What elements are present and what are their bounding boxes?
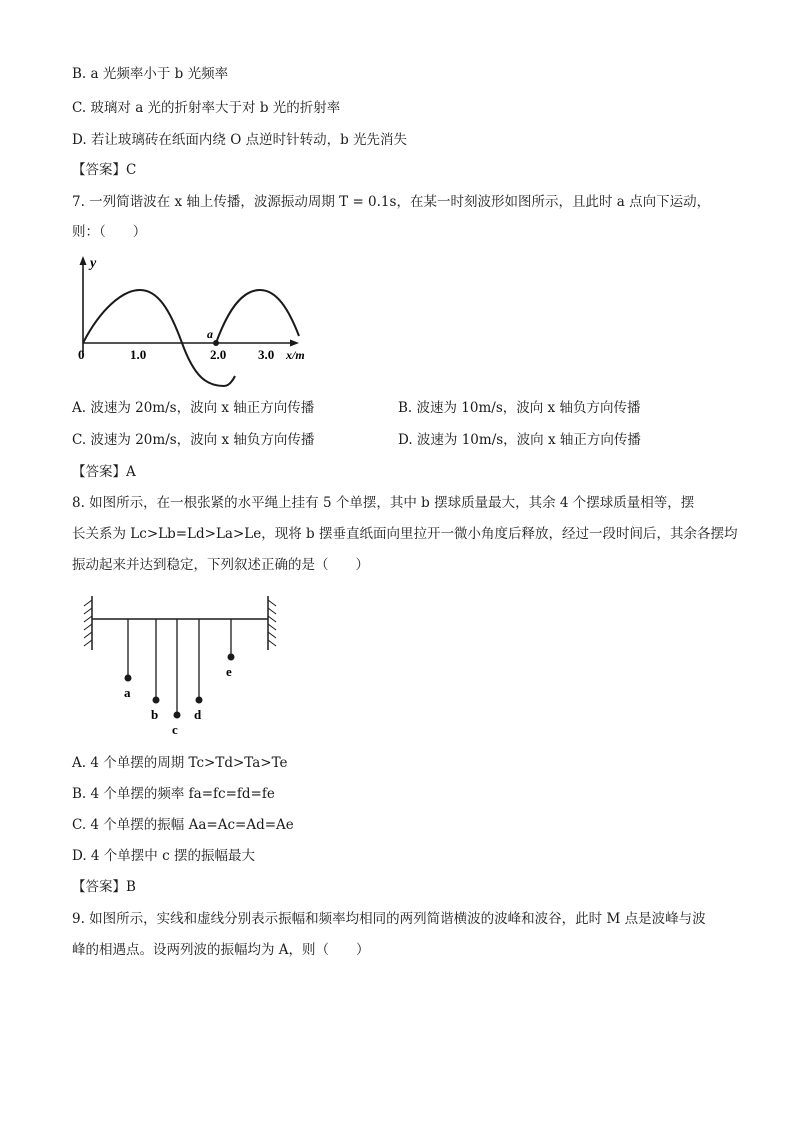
q7-wave-figure [70,252,320,392]
point-a [213,340,219,346]
pendulum-d-label: d [194,707,202,722]
answer-label: 【答案】 [72,879,126,895]
q8-option-d: D. 4 个单摆中 c 摆的振幅最大 [72,848,255,864]
pendulum-b-label: b [151,707,159,722]
pendulum-b-bob [153,697,160,704]
answer-label: 【答案】 [72,162,126,178]
q6-answer [72,160,136,180]
wave-curve [83,290,299,386]
point-a-label: a [207,327,213,341]
q7-option-d: D. 波速为 10m/s，波向 x 轴正方向传播 [398,432,641,448]
q8-stem-line1: 8. 如图所示，在一根张紧的水平绳上挂有 5 个单摆，其中 b 摆球质量最大，其余 4 个摆球质量相等，摆 [72,495,695,511]
q6-option-c: C. 玻璃对 a 光的折射率大于对 b 光的折射率 [72,100,341,116]
tick-label: 1.0 [130,347,147,362]
q8-option-c: C. 4 个单摆的振幅 Aa=Ac=Ad=Ae [72,817,294,833]
y-axis-arrow [80,256,87,265]
x-axis-arrow [290,340,299,347]
q6-option-b: B. a 光频率小于 b 光频率 [72,66,229,82]
pendulum-a-bob [125,675,132,682]
q7-option-a: A. 波速为 20m/s，波向 x 轴正方向传播 [72,400,315,416]
pendulum-d-bob [196,697,203,704]
answer-value: C [126,162,137,178]
q8-stem-line2: 长关系为 Lc>Lb=Ld>La>Le，现将 b 摆垂直纸面向里拉开一微小角度后释放，经过一段时间后，其余各摆均 [72,526,738,542]
origin-label: 0 [78,347,85,362]
q7-option-c: C. 波速为 20m/s，波向 x 轴负方向传播 [72,432,315,448]
left-wall-hatching [84,600,92,646]
q7-answer [72,462,136,482]
tick-label: 3.0 [258,347,275,362]
pendulum-a-label: a [124,685,131,700]
y-axis-label: y [90,256,97,271]
pendulum-c-label: c [172,722,178,737]
answer-value: A [126,464,136,480]
q8-pendulum-figure [78,592,288,742]
q8-answer [72,877,136,897]
tick-label: 2.0 [210,347,227,362]
pendulum-e-bob [228,654,235,661]
q9-stem-line2: 峰的相遇点。设两列波的振幅均为 A，则（ ） [72,942,370,958]
q6-option-d: D. 若让玻璃砖在纸面内绕 O 点逆时针转动，b 光先消失 [72,132,408,148]
q9-stem-line1: 9. 如图所示，实线和虚线分别表示振幅和频率均相同的两列简谐横波的波峰和波谷，此时 M 点是波峰与波 [72,911,706,927]
q8-option-a: A. 4 个单摆的周期 Tc>Td>Ta>Te [72,755,288,771]
q7-option-b: B. 波速为 10m/s，波向 x 轴负方向传播 [398,400,641,416]
q8-stem-line3: 振动起来并达到稳定，下列叙述正确的是（ ） [72,557,369,573]
answer-label: 【答案】 [72,464,126,480]
answer-value: B [126,879,136,895]
pendulum-c-bob [174,712,181,719]
q7-stem-line1: 7. 一列简谐波在 x 轴上传播，波源振动周期 T = 0.1s，在某一时刻波形如图所示，且此时 a 点向下运动， [72,194,711,210]
q7-stem-line2: 则：（ ） [72,224,147,240]
q8-option-b: B. 4 个单摆的频率 fa=fc=fd=fe [72,786,275,802]
pendulum-e-label: e [226,664,232,679]
x-axis-label: x/m [286,348,305,362]
right-wall-hatching [268,600,276,646]
